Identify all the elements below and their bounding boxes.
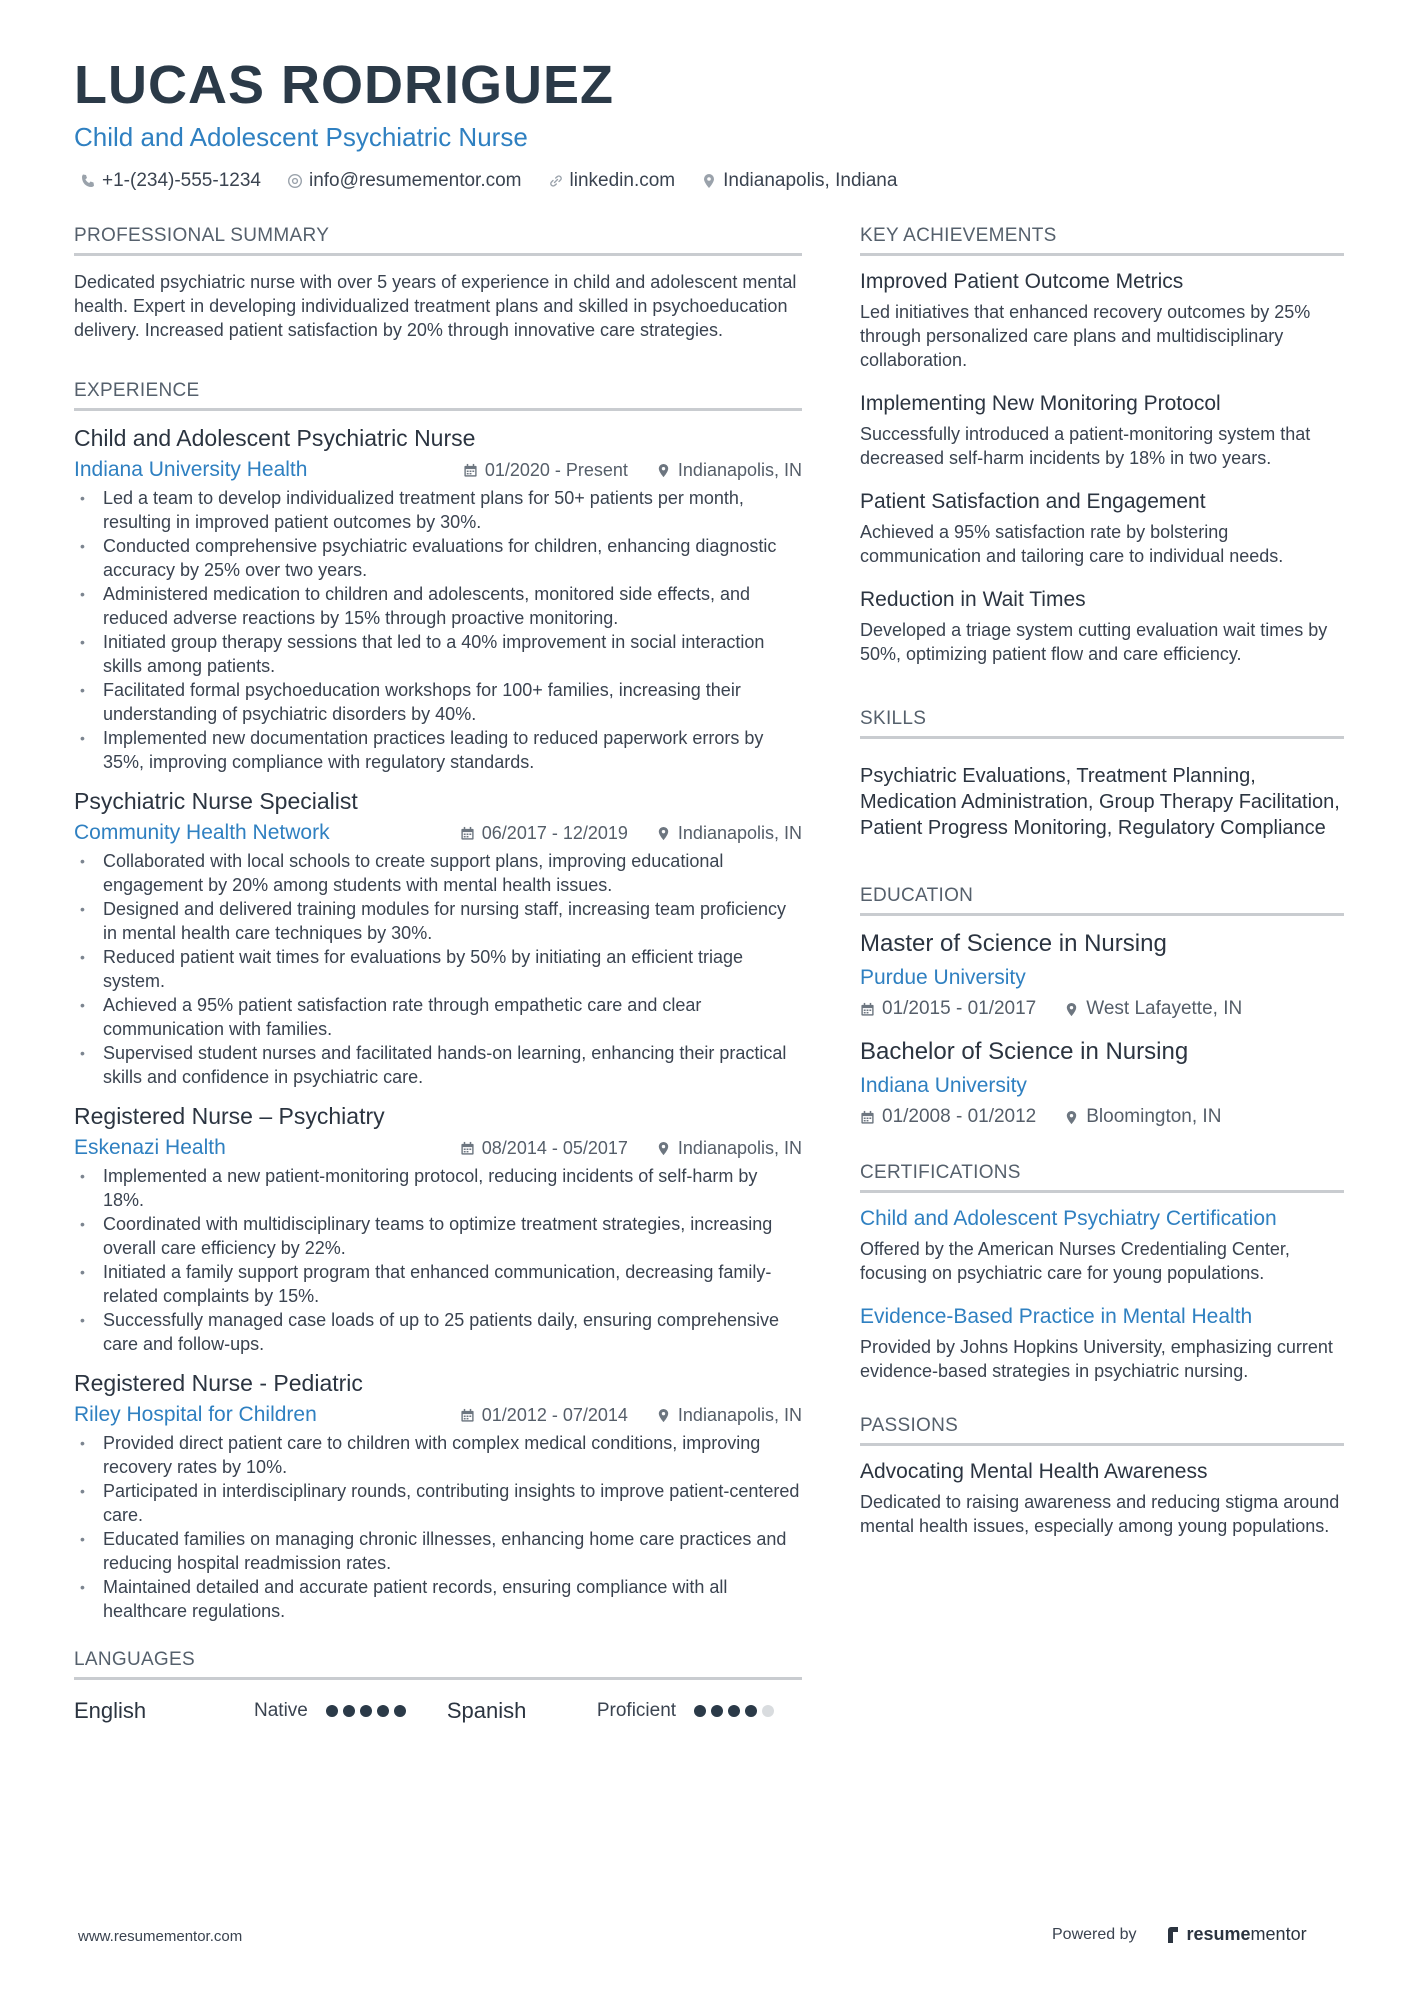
job-dates bbox=[460, 823, 628, 844]
job-dates bbox=[463, 460, 628, 481]
job-dates bbox=[460, 1405, 628, 1426]
bullet-item: • Conducted comprehensive psychiatric evaluations for children, enhancing diagnostic accuracy by 25% over two years. bbox=[74, 534, 802, 582]
achievement-item bbox=[860, 270, 1344, 372]
achievement-title: Reduction in Wait Times bbox=[860, 588, 1086, 611]
brand-mark-icon bbox=[1167, 1926, 1181, 1944]
link-icon bbox=[548, 173, 564, 189]
calendar-icon bbox=[463, 463, 478, 478]
experience-list bbox=[74, 425, 802, 1623]
linkedin-text: linkedin.com bbox=[569, 170, 676, 191]
location-text: West Lafayette, IN bbox=[1086, 998, 1243, 1019]
job-location bbox=[656, 460, 802, 481]
location-text: Indianapolis, IN bbox=[677, 459, 802, 480]
job-bullets bbox=[74, 849, 802, 1089]
dates-text: 01/2015 - 01/2017 bbox=[882, 998, 1037, 1019]
job-meta bbox=[74, 458, 802, 482]
achievement-title: Implementing New Monitoring Protocol bbox=[860, 392, 1221, 415]
job-title: Psychiatric Nurse Specialist bbox=[74, 788, 358, 814]
achievement-item bbox=[860, 588, 1344, 666]
skills-text: Psychiatric Evaluations, Treatment Planning, Medication Administration, Group Therapy Facilitation, Patient Progress Monitoring, Regulatory Compliance bbox=[860, 765, 1340, 839]
job-title: Registered Nurse - Pediatric bbox=[74, 1370, 363, 1396]
job-entry bbox=[74, 788, 802, 1089]
phone-icon bbox=[80, 173, 96, 189]
bullet-item: • Designed and delivered training modules for nursing staff, increasing team proficiency in mental health care techniques by 30%. bbox=[74, 897, 802, 945]
bullet-item: • Provided direct patient care to children with complex medical conditions, improving recovery rates by 10%. bbox=[74, 1431, 802, 1479]
rating-dot bbox=[694, 1705, 706, 1717]
calendar-icon bbox=[460, 1141, 475, 1156]
location-pin-icon bbox=[656, 1408, 671, 1423]
job-details bbox=[460, 1138, 802, 1159]
language-level: Proficient bbox=[596, 1700, 677, 1721]
bullet-item: • Administered medication to children and adolescents, monitored side effects, and reduced adverse reactions by 15% through proactive monitoring. bbox=[74, 582, 802, 630]
job-title: Child and Adolescent Psychiatric Nurse bbox=[74, 425, 476, 451]
brand-name-bold: resume bbox=[1186, 1924, 1251, 1944]
bullet-item: • Implemented a new patient-monitoring protocol, reducing incidents of self-harm by 18%. bbox=[74, 1164, 802, 1212]
education-location bbox=[1064, 1106, 1221, 1128]
job-location bbox=[656, 823, 802, 844]
rating-dot bbox=[745, 1705, 757, 1717]
language-name: Spanish bbox=[446, 1698, 527, 1723]
company-name: Indiana University Health bbox=[74, 458, 308, 481]
achievement-item bbox=[860, 490, 1344, 568]
achievement-desc: Successfully introduced a patient-monitoring system that decreased self-harm incidents by 18% in two years. bbox=[860, 424, 1311, 468]
job-bullets bbox=[74, 486, 802, 774]
education-item bbox=[860, 930, 1344, 1020]
achievement-title: Patient Satisfaction and Engagement bbox=[860, 490, 1206, 513]
school-name: Indiana University bbox=[860, 1074, 1027, 1097]
job-details bbox=[460, 823, 802, 844]
language-level: Native bbox=[254, 1700, 308, 1721]
passions-list bbox=[860, 1460, 1344, 1538]
education-location bbox=[1064, 998, 1242, 1020]
location-text: Indianapolis, Indiana bbox=[723, 170, 898, 191]
calendar-icon bbox=[860, 1002, 875, 1017]
contact-location bbox=[701, 170, 897, 192]
rating-dot bbox=[394, 1705, 406, 1717]
job-meta bbox=[74, 1136, 802, 1160]
contact-phone bbox=[80, 170, 261, 192]
job-entry bbox=[74, 1370, 802, 1623]
location-pin-icon bbox=[656, 1141, 671, 1156]
bullet-item: • Maintained detailed and accurate patient records, ensuring compliance with all healthcare regulations. bbox=[74, 1575, 802, 1623]
summary-text: Dedicated psychiatric nurse with over 5 years of experience in child and adolescent mental health. Expert in developing individualized treatment plans and skilled in psychoeducation delivery. Increased patient satisfaction by 20% through innovative care strategies. bbox=[74, 272, 797, 340]
footer-website[interactable]: www.resumementor.com bbox=[78, 1928, 243, 1945]
bullet-item: • Successfully managed case loads of up to 25 patients daily, ensuring comprehensive care and follow-ups. bbox=[74, 1308, 802, 1356]
location-text: Bloomington, IN bbox=[1086, 1106, 1222, 1127]
degree-title: Master of Science in Nursing bbox=[860, 930, 1167, 957]
company-name: Eskenazi Health bbox=[74, 1136, 226, 1159]
achievement-title: Improved Patient Outcome Metrics bbox=[860, 270, 1184, 293]
bullet-item: • Participated in interdisciplinary rounds, contributing insights to improve patient-centered care. bbox=[74, 1479, 802, 1527]
location-pin-icon bbox=[1064, 1002, 1079, 1017]
job-location bbox=[656, 1405, 802, 1426]
summary-heading: PROFESSIONAL SUMMARY bbox=[74, 225, 802, 256]
bullet-item: • Facilitated formal psychoeducation workshops for 100+ families, increasing their understanding of psychiatric disorders by 40%. bbox=[74, 678, 802, 726]
dates-text: 01/2008 - 01/2012 bbox=[882, 1106, 1037, 1127]
bullet-item: • Reduced patient wait times for evaluations by 50% by initiating an efficient triage system. bbox=[74, 945, 802, 993]
job-dates bbox=[460, 1138, 628, 1159]
dates-text: 08/2014 - 05/2017 bbox=[481, 1137, 628, 1158]
bullet-item: • Supervised student nurses and facilitated hands-on learning, enhancing their practical skills and confidence in psychiatric care. bbox=[74, 1041, 802, 1089]
rating-dot bbox=[711, 1705, 723, 1717]
bullet-item: • Achieved a 95% patient satisfaction rate through empathetic care and clear communication with families. bbox=[74, 993, 802, 1041]
company-name: Community Health Network bbox=[74, 821, 330, 844]
education-meta bbox=[860, 998, 1344, 1020]
job-meta bbox=[74, 1403, 802, 1427]
bullet-item: • Implemented new documentation practices leading to reduced paperwork errors by 35%, improving compliance with regulatory standards. bbox=[74, 726, 802, 774]
achievement-desc: Developed a triage system cutting evaluation wait times by 50%, optimizing patient flow and care efficiency. bbox=[860, 620, 1328, 664]
left-column bbox=[74, 225, 802, 1724]
bullet-item: • Led a team to develop individualized treatment plans for 50+ patients per month, resulting in improved patient outcomes by 30%. bbox=[74, 486, 802, 534]
achievements-list bbox=[860, 270, 1344, 666]
school-name: Purdue University bbox=[860, 966, 1026, 989]
email-text: info@resumementor.com bbox=[308, 170, 522, 191]
location-pin-icon bbox=[656, 463, 671, 478]
experience-heading: EXPERIENCE bbox=[74, 380, 802, 411]
education-meta bbox=[860, 1106, 1344, 1128]
languages-row bbox=[74, 1698, 802, 1724]
bullet-item: • Initiated group therapy sessions that led to a 40% improvement in social interaction skills among patients. bbox=[74, 630, 802, 678]
job-details bbox=[460, 1405, 802, 1426]
achievement-desc: Achieved a 95% satisfaction rate by bolstering communication and tailoring care to individual needs. bbox=[860, 522, 1284, 566]
at-icon bbox=[287, 173, 303, 189]
rating-dot bbox=[377, 1705, 389, 1717]
location-text: Indianapolis, IN bbox=[677, 1137, 802, 1158]
certification-desc: Provided by Johns Hopkins University, emphasizing current evidence-based strategies in psychiatric nursing. bbox=[860, 1337, 1333, 1381]
phone-text: +1-(234)-555-1234 bbox=[102, 170, 261, 191]
location-pin-icon bbox=[701, 173, 717, 189]
dates-text: 06/2017 - 12/2019 bbox=[481, 822, 628, 843]
achievements-heading: KEY ACHIEVEMENTS bbox=[860, 225, 1344, 256]
bullet-item: • Coordinated with multidisciplinary teams to optimize treatment strategies, increasing overall care efficiency by 22%. bbox=[74, 1212, 802, 1260]
achievement-item bbox=[860, 392, 1344, 470]
calendar-icon bbox=[860, 1110, 875, 1125]
rating-dot bbox=[762, 1705, 774, 1717]
certifications-heading: CERTIFICATIONS bbox=[860, 1162, 1344, 1193]
degree-title: Bachelor of Science in Nursing bbox=[860, 1038, 1189, 1065]
location-text: Indianapolis, IN bbox=[677, 822, 802, 843]
job-bullets bbox=[74, 1164, 802, 1356]
rating-dot bbox=[728, 1705, 740, 1717]
location-text: Indianapolis, IN bbox=[677, 1404, 802, 1425]
contact-email[interactable] bbox=[287, 170, 522, 192]
bullet-item: • Educated families on managing chronic illnesses, enhancing home care practices and reducing hospital readmission rates. bbox=[74, 1527, 802, 1575]
passion-item bbox=[860, 1460, 1344, 1538]
education-dates bbox=[860, 1106, 1036, 1128]
certification-title: Evidence-Based Practice in Mental Health bbox=[860, 1305, 1253, 1328]
achievement-desc: Led initiatives that enhanced recovery outcomes by 25% through personalized care plans and multidisciplinary collaboration. bbox=[860, 302, 1311, 370]
contact-bar bbox=[80, 170, 923, 192]
candidate-name: LUCAS RODRIGUEZ bbox=[74, 55, 614, 115]
job-title: Registered Nurse – Psychiatry bbox=[74, 1103, 385, 1129]
calendar-icon bbox=[460, 1408, 475, 1423]
language-name: English bbox=[74, 1698, 147, 1723]
certification-desc: Offered by the American Nurses Credentialing Center, focusing on psychiatric care for young populations. bbox=[860, 1239, 1290, 1283]
bullet-item: • Collaborated with local schools to create support plans, improving educational engagement by 20% among students with mental health issues. bbox=[74, 849, 802, 897]
job-entry bbox=[74, 425, 802, 774]
job-bullets bbox=[74, 1431, 802, 1623]
powered-by-label: Powered by bbox=[1052, 1925, 1137, 1943]
dates-text: 01/2020 - Present bbox=[484, 459, 628, 480]
language-rating bbox=[694, 1705, 779, 1717]
education-heading: EDUCATION bbox=[860, 885, 1344, 916]
certifications-list bbox=[860, 1207, 1344, 1383]
languages-heading: LANGUAGES bbox=[74, 1649, 802, 1680]
passions-heading: PASSIONS bbox=[860, 1415, 1344, 1446]
rating-dot bbox=[326, 1705, 338, 1717]
footer-powered bbox=[1052, 1924, 1307, 1945]
dates-text: 01/2012 - 07/2014 bbox=[481, 1404, 628, 1425]
passion-desc: Dedicated to raising awareness and reducing stigma around mental health issues, especially among young populations. bbox=[860, 1492, 1340, 1536]
education-list bbox=[860, 930, 1344, 1128]
right-column bbox=[860, 225, 1344, 1558]
rating-dot bbox=[343, 1705, 355, 1717]
bullet-item: • Initiated a family support program that enhanced communication, decreasing family-related complaints by 15%. bbox=[74, 1260, 802, 1308]
job-location bbox=[656, 1138, 802, 1159]
candidate-title: Child and Adolescent Psychiatric Nurse bbox=[74, 122, 528, 152]
education-item bbox=[860, 1038, 1344, 1128]
location-pin-icon bbox=[656, 826, 671, 841]
passion-title: Advocating Mental Health Awareness bbox=[860, 1460, 1208, 1483]
brand-name-light: mentor bbox=[1250, 1924, 1307, 1944]
location-pin-icon bbox=[1064, 1110, 1079, 1125]
calendar-icon bbox=[460, 826, 475, 841]
company-name: Riley Hospital for Children bbox=[74, 1403, 317, 1426]
certification-title: Child and Adolescent Psychiatry Certification bbox=[860, 1207, 1277, 1230]
certification-item bbox=[860, 1207, 1344, 1285]
certification-item bbox=[860, 1305, 1344, 1383]
job-entry bbox=[74, 1103, 802, 1356]
brand-logo bbox=[1167, 1924, 1307, 1945]
education-dates bbox=[860, 998, 1036, 1020]
language-rating bbox=[326, 1705, 411, 1717]
contact-linkedin[interactable] bbox=[548, 170, 676, 192]
rating-dot bbox=[360, 1705, 372, 1717]
job-details bbox=[463, 460, 802, 481]
job-meta bbox=[74, 821, 802, 845]
skills-heading: SKILLS bbox=[860, 708, 1344, 739]
